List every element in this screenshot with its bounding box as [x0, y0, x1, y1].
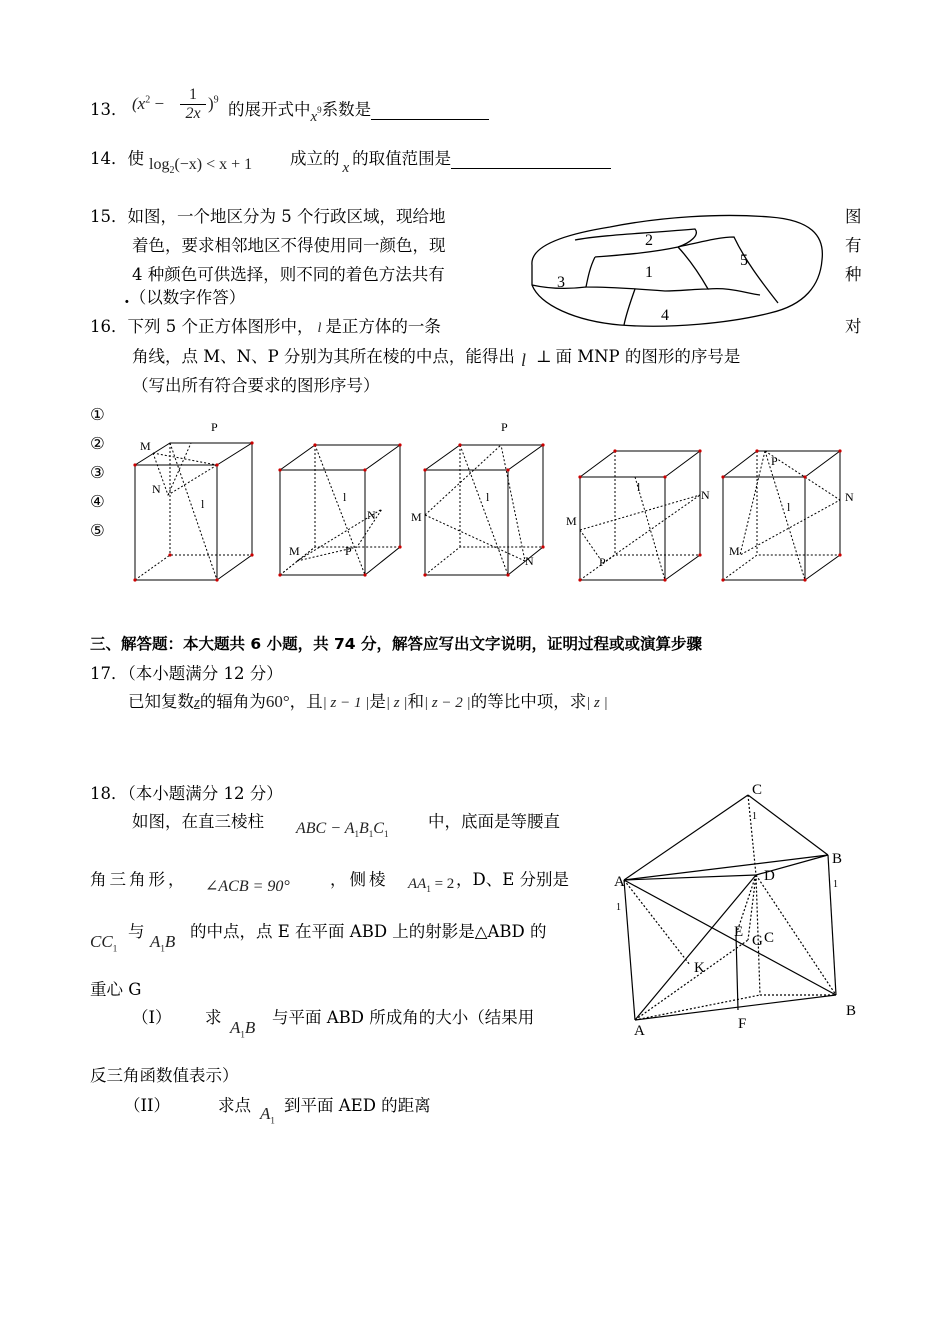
q18-aa1: $AA_1 = 2$ [408, 876, 455, 894]
q18-line1b: 中，底面是等腰直 [428, 812, 560, 831]
q15-line3: 4 种颜色可供选择，则不同的着色方法共有 [132, 265, 445, 284]
q14-text: 成立的 x 的取值范围是 [290, 145, 611, 169]
cube3-l: l [486, 490, 490, 504]
q18-line3b: 的中点，点 E 在平面 ABD 上的射影是△ABD 的 [190, 922, 547, 941]
cube5-M: M [729, 544, 740, 558]
q18-heading: 18．（本小题满分 12 分） [90, 784, 283, 803]
figure-label-1: ① [90, 405, 105, 424]
label-C: C [764, 930, 775, 946]
region-label-5: 5 [740, 252, 748, 269]
cube5-l: l [787, 500, 791, 514]
map-outline [532, 215, 822, 326]
cube5-P: P [771, 454, 778, 468]
q18-part1-label: （I） [132, 1008, 172, 1027]
cubes-figure [125, 415, 865, 590]
q15-line3-end: 种 [845, 265, 862, 284]
q16-line3: （写出所有符合要求的图形序号） [132, 376, 380, 395]
label-A: A [634, 1023, 645, 1039]
cube2-P: P [345, 544, 352, 558]
cube3-P: P [501, 420, 508, 434]
q13-text: 的展开式中$x^9$系数是 [228, 96, 489, 120]
prism-top-edge-c1b1 [748, 795, 828, 855]
label-A1-sub: 1 [616, 902, 621, 913]
q18-part2-a1: $A_1$ [260, 1104, 275, 1126]
cube4-M: M [566, 514, 577, 528]
q18-prism: ABC − $A_1B_1C_1$ [296, 820, 389, 840]
region-label-3: 3 [557, 274, 565, 291]
cube5-N: N [845, 490, 854, 504]
q14-answer-blank [451, 150, 611, 169]
cube-1 [135, 443, 252, 580]
q14 [90, 145, 144, 169]
map-border-4 [532, 285, 760, 325]
line-ef [736, 935, 738, 1010]
q17-body: 已知复数z的辐角为60°，且| z − 1 |是| z |和| z − 2 |的等比中项，求| z | [128, 692, 608, 711]
q16-line2: 角线，点 M、N、P 分别为其所在棱的中点，能得出 l ⊥ 面 MNP 的图形的序号是 [132, 347, 741, 370]
line-a1-b [624, 880, 836, 995]
q15-line1-end: 图 [845, 207, 862, 226]
q18-line2a: 角三角形， [90, 870, 188, 889]
cube1-l: l [201, 497, 205, 511]
label-G: G [752, 933, 763, 949]
q18-part1-a1b: $A_1B$ [230, 1018, 256, 1040]
section-3-title: 三、解答题：本大题共 6 小题，共 74 分，解答应写出文字说明，证明过程或或演算步骤 [90, 635, 702, 653]
cube2-N: N [367, 508, 376, 522]
q18-line2b: ，侧棱 [330, 870, 389, 889]
q14-number: 14．使 [90, 149, 144, 168]
cube3-M: M [411, 510, 422, 524]
q15-line4: .（以数字作答） [124, 288, 246, 307]
figure-label-5: ⑤ [90, 521, 105, 540]
label-K: K [694, 960, 705, 976]
label-C1-sub: 1 [752, 811, 757, 822]
region-label-2: 2 [645, 232, 653, 249]
label-B1: B [832, 851, 843, 867]
q13-expression: ($x^2$ − [132, 94, 165, 113]
q14-expression: $\log_2(-x) < x + 1$ [149, 156, 253, 177]
q13-answer-blank [371, 101, 489, 120]
q18-line6: 反三角函数值表示） [90, 1066, 239, 1085]
q18-a1b: $A_1B$ [150, 932, 176, 954]
label-B1-sub: 1 [833, 879, 838, 890]
label-D: D [764, 868, 775, 884]
region-map-figure [520, 205, 830, 335]
q18-line2c: ，D、E 分别是 [456, 870, 570, 889]
cube4-l: l [637, 480, 641, 494]
q18-part2-ask: 求点 [218, 1096, 251, 1115]
region-label-4: 4 [661, 307, 669, 324]
cube2-M: M [289, 544, 300, 558]
q18-part2-label: （II） [124, 1096, 171, 1115]
cube2-l: l [343, 490, 347, 504]
figure-label-4: ④ [90, 492, 105, 511]
q18-line1a: 如图，在直三棱柱 [132, 812, 264, 831]
region-label-1: 1 [645, 264, 653, 281]
q13-close: )$^9$ [208, 94, 219, 113]
q18-line3a: 与 [128, 922, 145, 941]
q17-heading: 17．（本小题满分 12 分） [90, 664, 283, 683]
map-border-5 [678, 237, 778, 303]
label-E: E [734, 924, 744, 940]
map-border-2 [575, 229, 696, 257]
q15-line2-end: 有 [845, 236, 862, 255]
label-C1: C [752, 782, 763, 798]
figure-label-2: ② [90, 434, 105, 453]
cube3-N: N [525, 554, 534, 568]
label-A1: A [614, 874, 625, 890]
cube4-P: P [599, 555, 606, 569]
q13-fraction: 1 2x [180, 86, 206, 123]
q18-part1-text: 与平面 ABD 所成角的大小（结果用 [272, 1008, 535, 1027]
q15-line2: 着色，要求相邻地区不得使用同一颜色，现 [132, 236, 446, 255]
q18-line4: 重心 G [90, 980, 142, 999]
cube1-N: N [152, 482, 161, 496]
q13 [90, 96, 128, 120]
cube4-N: N [701, 488, 710, 502]
figure-label-3: ③ [90, 463, 105, 482]
label-F: F [738, 1016, 747, 1032]
q16-line1: 16．下列 5 个正方体图形中， l 是正方体的一条 [90, 317, 441, 336]
line-a1-k [624, 880, 690, 965]
q13-number: 13． [90, 100, 128, 119]
label-B: B [846, 1003, 857, 1019]
cube1-M: M [140, 439, 151, 453]
prism-figure [608, 775, 878, 1040]
q16-line1-end: 对 [845, 317, 862, 336]
cube1-P: P [211, 420, 218, 434]
cube-4 [580, 451, 700, 580]
q18-part2-text: 到平面 AED 的距离 [284, 1096, 431, 1115]
q18-angle: ∠ACB = 90° [205, 878, 290, 895]
cube-5 [723, 451, 840, 580]
q18-cc1: $CC_1$ [90, 932, 118, 954]
prism-edge-bb1 [828, 855, 836, 995]
q16-number-list [90, 400, 105, 545]
q15-line1: 15．如图，一个地区分为 5 个行政区域，现给地 [90, 207, 446, 226]
prism-edge-aa1 [624, 880, 635, 1020]
q18-part1-ask: 求 [205, 1008, 222, 1027]
